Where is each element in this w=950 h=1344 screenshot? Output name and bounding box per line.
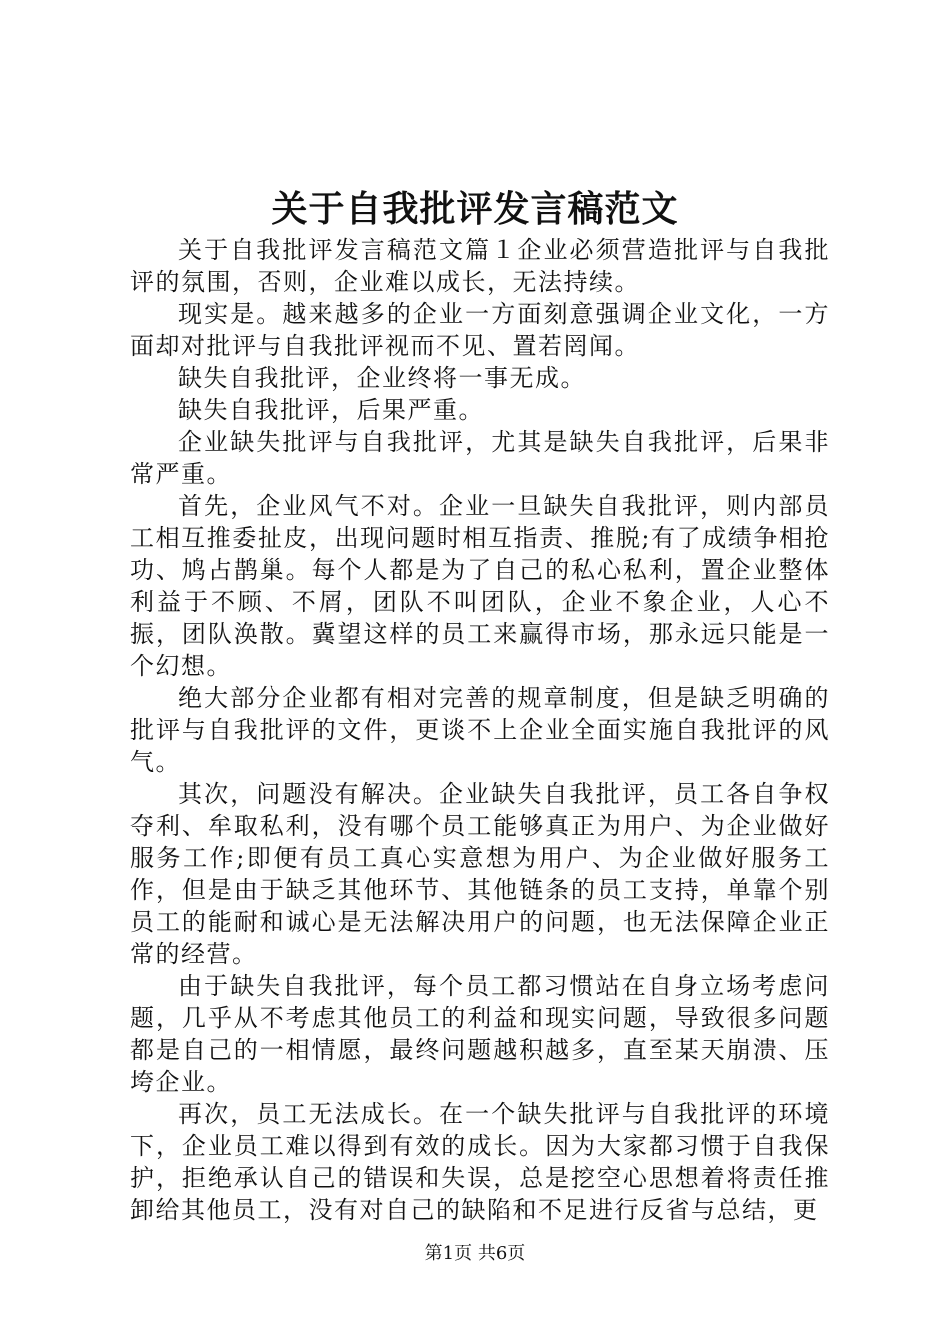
paragraph: 缺失自我批评，企业终将一事无成。 xyxy=(178,364,586,392)
paragraph: 由于缺失自我批评，每个员工都习惯站在自身立场考虑问题，几乎从不考虑其他员工的利益和现实问题，导致很多问题都是自己的一相情愿，最终问题越积越多，直至某天崩溃、压垮企业。 xyxy=(130,972,830,1096)
paragraph: 绝大部分企业都有相对完善的规章制度，但是缺乏明确的批评与自我批评的文件，更谈不上企业全面实施自我批评的风气。 xyxy=(130,684,830,776)
paragraph: 首先，企业风气不对。企业一旦缺失自我批评，则内部员工相互推委扯皮，出现问题时相互指责、推脱;有了成绩争相抢功、鸠占鹊巢。每个人都是为了自己的私心私利，置企业整体利益于不顾、不屑，团队不叫团队，企业不象企业，人心不振，团队涣散。冀望这样的员工来赢得市场，那永远只能是一个幻想。 xyxy=(130,492,830,680)
paragraph: 再次，员工无法成长。在一个缺失批评与自我批评的环境下，企业员工难以得到有效的成长。因为大家都习惯于自我保护，拒绝承认自己的错误和失误，总是挖空心思想着将责任推卸给其他员工，没有对自己的缺陷和不足进行反省与总结，更 xyxy=(130,1100,830,1224)
document-body xyxy=(130,234,830,1226)
paragraph: 缺失自我批评，后果严重。 xyxy=(178,396,484,424)
paragraph: 其次，问题没有解决。企业缺失自我批评，员工各自争权夺利、牟取私利，没有哪个员工能够真正为用户、为企业做好服务工作;即便有员工真心实意想为用户、为企业做好服务工作，但是由于缺乏其他环节、其他链条的员工支持，单靠个别员工的能耐和诚心是无法解决用户的问题，也无法保障企业正常的经营。 xyxy=(130,780,830,968)
paragraph: 现实是。越来越多的企业一方面刻意强调企业文化，一方面却对批评与自我批评视而不见、置若罔闻。 xyxy=(130,300,830,360)
document-title: 关于自我批评发言稿范文 xyxy=(271,188,679,230)
paragraph: 企业缺失批评与自我批评，尤其是缺失自我批评，后果非常严重。 xyxy=(130,428,830,488)
page-footer: 第1页 共6页 xyxy=(424,1243,526,1264)
paragraph: 关于自我批评发言稿范文篇１企业必须营造批评与自我批评的氛围，否则，企业难以成长，无法持续。 xyxy=(130,236,830,296)
